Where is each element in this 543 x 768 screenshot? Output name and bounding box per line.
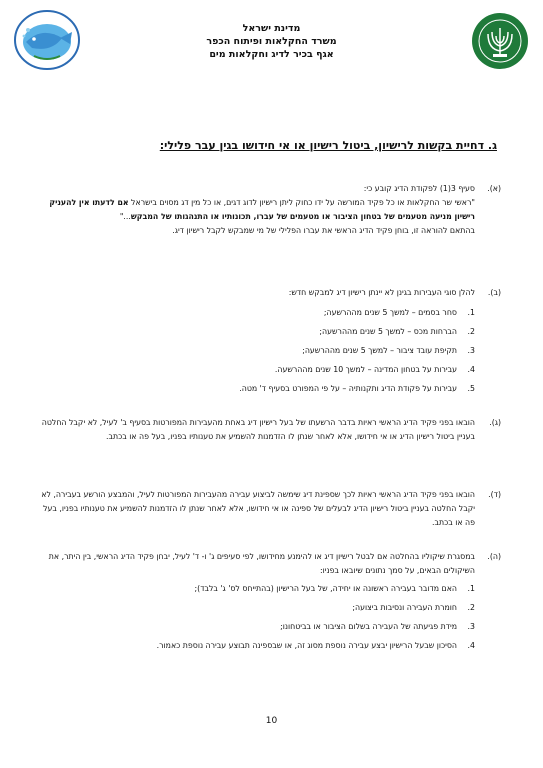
list-item <box>37 325 475 339</box>
list-item <box>37 639 475 653</box>
header-ministry-name: משרד החקלאות ופיתוח הכפר <box>206 36 337 47</box>
paragraph-marker: (ד). <box>488 490 501 499</box>
header-department-name: אגף בכיר לדיג וחקלאות מים <box>209 49 334 60</box>
list-number: 2. <box>467 327 475 336</box>
list-item <box>37 363 475 377</box>
paragraph-marker: (ב). <box>487 288 501 297</box>
list-number: 2. <box>467 603 475 612</box>
list-text: האם מדובר בעבירה ראשונה או יחידה, של בעל הרישיון (בהתייחס לס' ג' בלבד); <box>194 584 457 593</box>
list-item <box>37 382 475 396</box>
paragraph-a <box>37 182 499 238</box>
list-number: 4. <box>467 365 475 374</box>
paragraph-intro: במסגרת שיקוליו בהחלטה אם לבטל רישיון דיג או להימנע מחידושו, לפי סעיפים ג' ו- ד' לעיל, יבחן פקיד הדיג הראשי, בין היתר, את השיקולים הבאים, על סמך נתונים שיובאו בפניו: <box>48 552 475 575</box>
list-text: חומרת העבירה ונסיבות ביצועה; <box>352 603 457 612</box>
list-number: 3. <box>467 622 475 631</box>
list-item <box>37 306 475 320</box>
fisheries-logo <box>12 8 82 72</box>
list-text: סחר בסמים – למשך 5 שנים מההרשעה; <box>323 308 457 317</box>
list-text: תקיפת עובד ציבור – למשך 5 שנים מההרשעה; <box>302 346 457 355</box>
paragraph-h <box>37 550 499 653</box>
paragraph-d <box>37 488 499 530</box>
paragraph-tail: בהתאם להוראה זו, בוחן פקיד הדיג הראשי את עברו הפלילי של מי שמבקש לקבל רישיון דיג. <box>172 226 475 235</box>
list-number: 5. <box>467 384 475 393</box>
list-number: 4. <box>467 641 475 650</box>
list-item <box>37 344 475 358</box>
quote-text: "ראשי שר החקלאות או כל פקיד המורשה על ידו כחוק ליתן רישיון לדוג דגים, או כל מין דג מסוים בישראל <box>131 198 475 207</box>
paragraph-intro: להלן סוגי העבירות בגינן לא יינתן רישיון דיג למבקש חדש: <box>288 288 475 297</box>
list-text: עבירות על פקודת הדיג ותקנותיה – על פי המפורט בסעיף ד' מטה. <box>239 384 457 393</box>
quote-end: ..." <box>119 212 131 221</box>
paragraph-b <box>37 286 499 396</box>
list-item <box>37 620 475 634</box>
list-number: 1. <box>467 308 475 317</box>
paragraph-marker: (ג). <box>489 418 501 427</box>
statute-quote <box>37 196 475 224</box>
list-text: עבירות על בטחון המדינה – למשך 10 שנים מההרשעה. <box>274 365 457 374</box>
paragraph-text: הובאו בפני פקיד הדיג הראשי ראיות בדבר הרשעתו של בעל רישיון דיג באחת מהעבירות המפורטות בסעיף ב' לעיל, לא יקבל החלטה בעניין ביטול רישיון הדיג או אי חידושו, אלא לאחר שנתן לו הזדמנות להשמיע את טענותיו בפניו, בעל פה או בכתב. <box>41 418 475 441</box>
paragraph-intro: סעיף 3(1) לפקודת הדיג קובע כי: <box>363 184 475 193</box>
list-item <box>37 601 475 615</box>
list-text: הברחות מכס – למשך 5 שנים מההרשעה; <box>319 327 457 336</box>
list-text: מידת פגיעתה של העבירה בשלום הציבור או בביטחונו; <box>280 622 457 631</box>
paragraph-g <box>37 416 499 444</box>
letterhead <box>0 0 543 90</box>
header-state-name: מדינת ישראל <box>242 23 301 34</box>
paragraph-marker: (ה). <box>487 552 501 561</box>
list-number: 1. <box>467 584 475 593</box>
quote-bold-text: אם לדעתו אין להעניק רישיון מניעה מטעמים של בטחון הציבור או מטעמים של עברו, תכונותיו או התנהגותו של המבקש <box>49 198 475 221</box>
page-number: 10 <box>265 716 278 726</box>
paragraph-text: הובאו בפני פקיד הדיג הראשי ראיות לכך שספינת דיג שימשה לביצוע עבירה מהעבירות המפורטות לעיל, והמבצע הורשע בעבירה, לא יקבל החלטה בעניין ביטול רישיון הדיג לבעלים של ספינה או אי חידושו, אלא לאחר שנתן לו הזדמנות להשמיע את טענותיו בפניו, בעל פה או בכתב. <box>41 490 475 527</box>
list-item <box>37 582 475 596</box>
ministry-logo <box>471 12 529 70</box>
list-number: 3. <box>467 346 475 355</box>
paragraph-marker: (א). <box>487 184 501 193</box>
list-text: הסיכון שבעל הרישיון יבצע עבירה נוספת מסוג זה, או שבספינה תבוצע עבירה נוספת כאמור. <box>156 641 457 650</box>
ministry-header <box>90 22 453 61</box>
section-title: ג. דחיית בקשות לרישיון, ביטול רישיון או אי חידושו בגין עבר פלילי: <box>159 139 497 152</box>
